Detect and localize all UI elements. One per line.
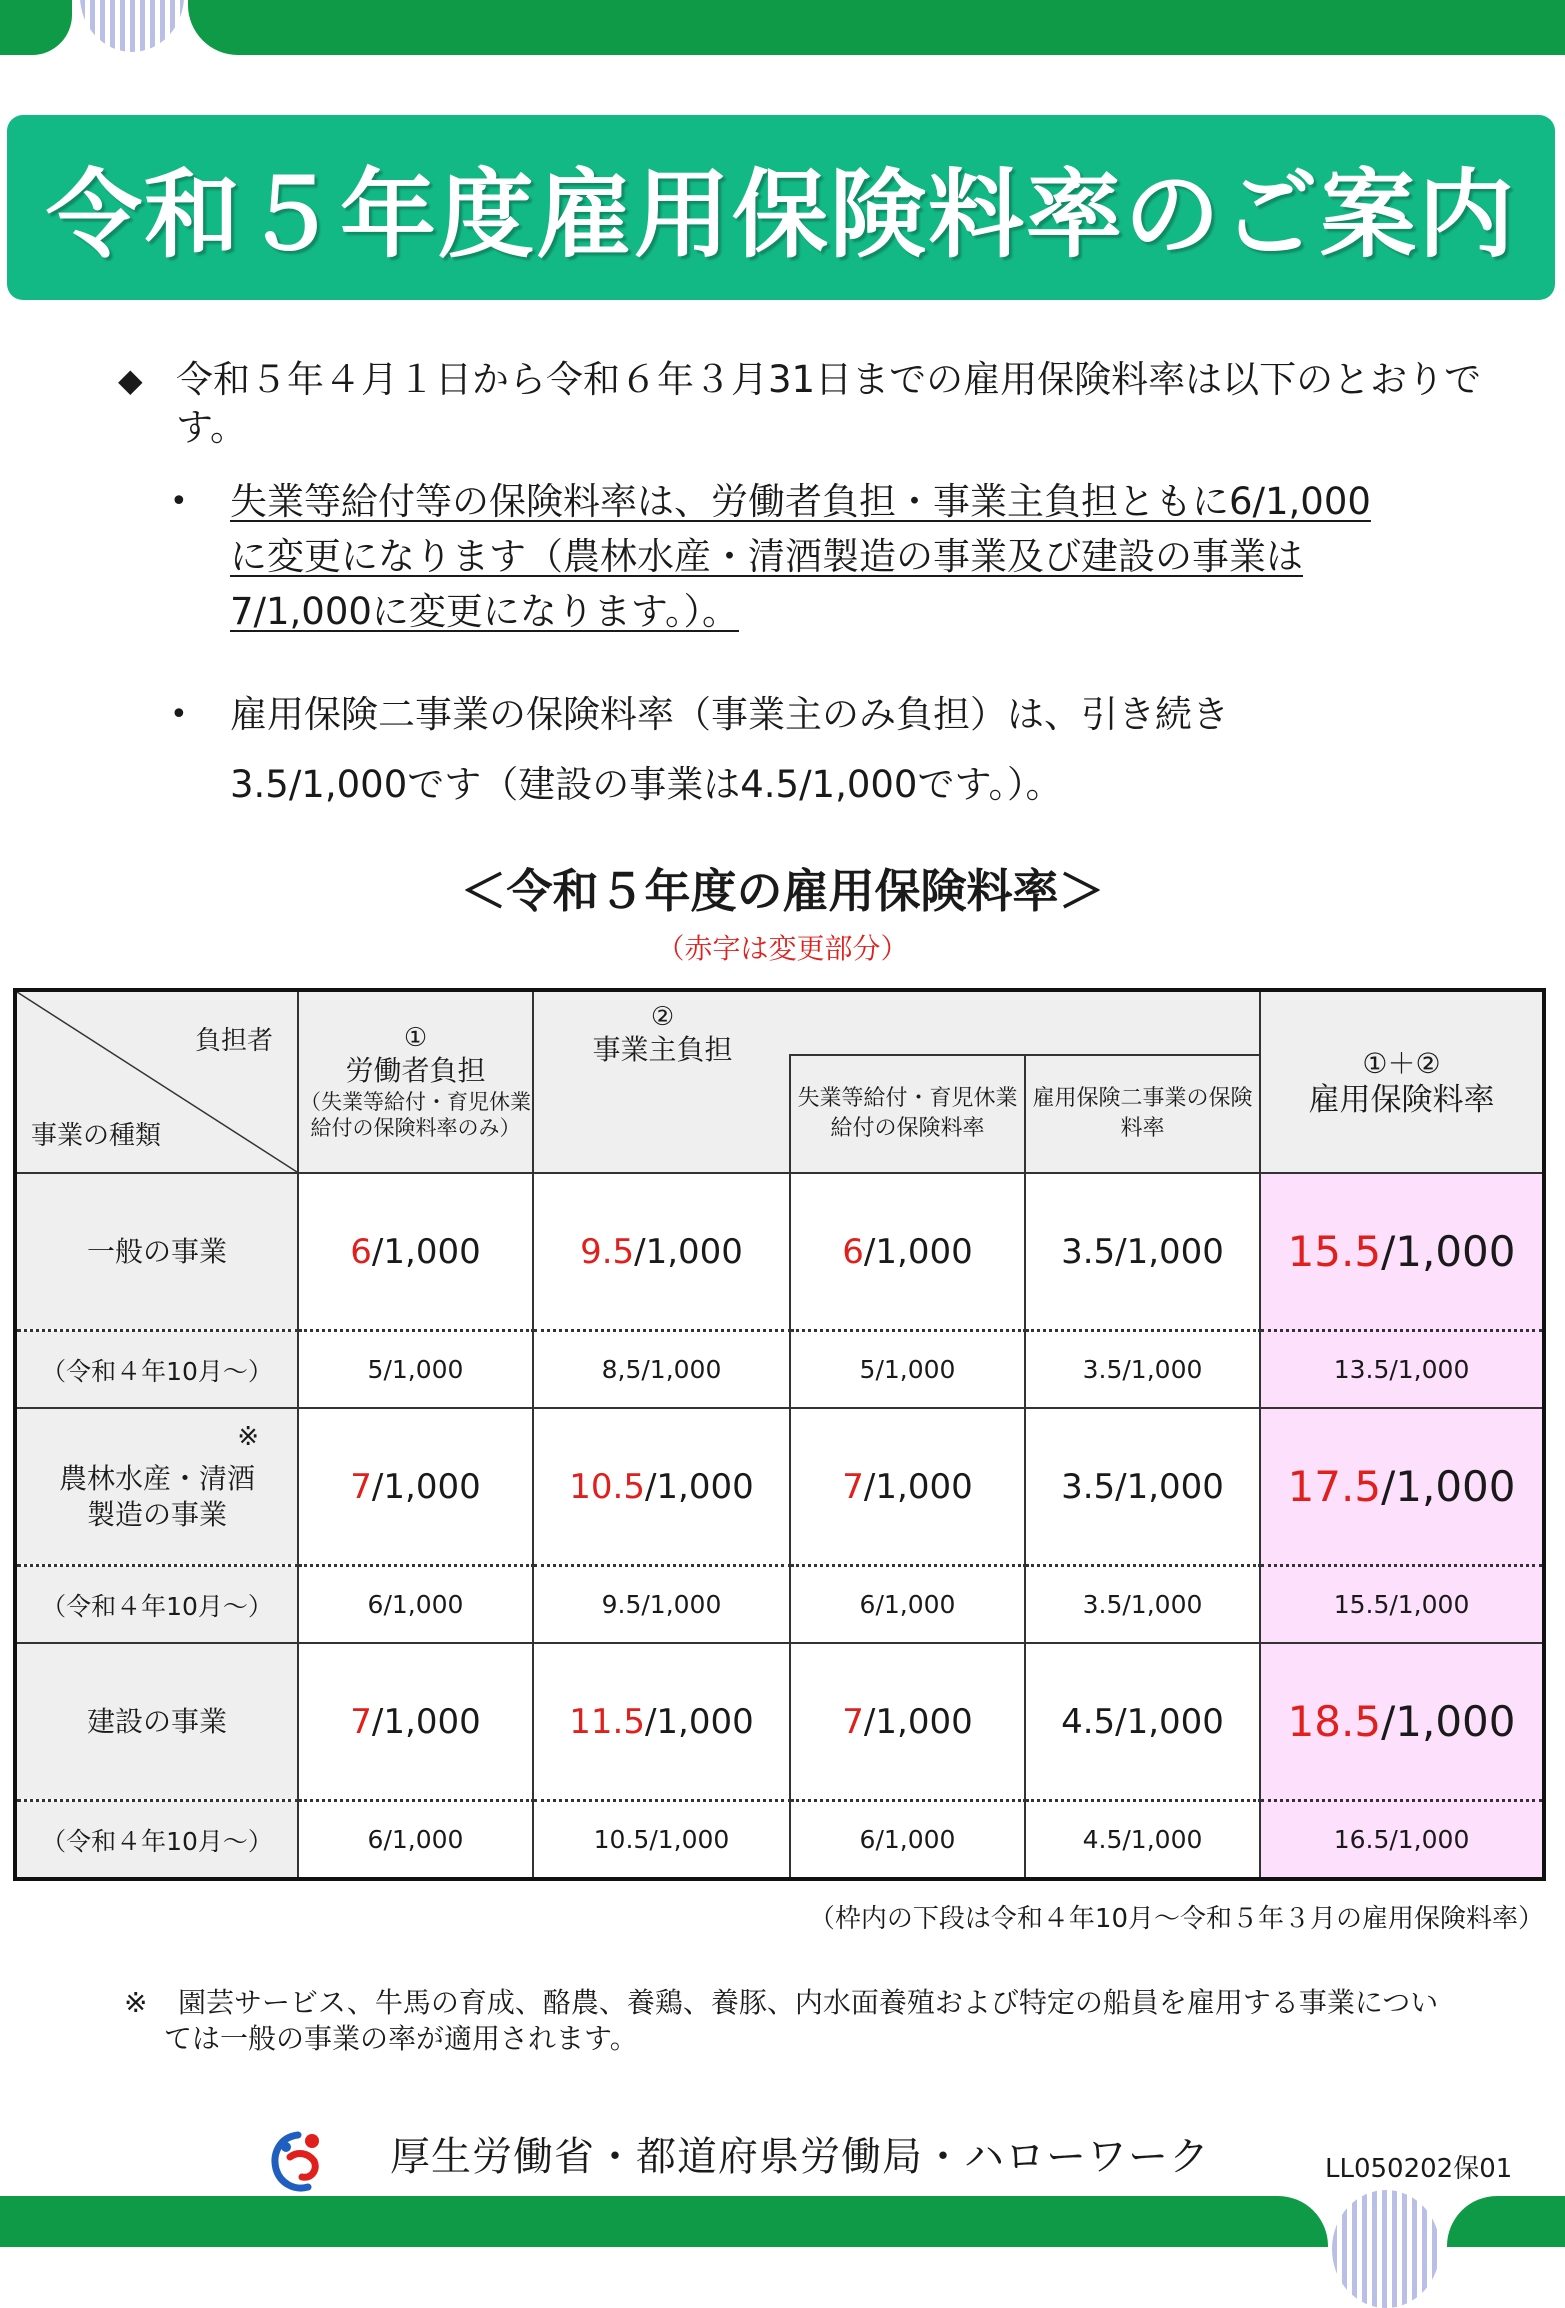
rate-rest: /1,000 xyxy=(1381,1462,1516,1511)
rate-rest: /1,000 xyxy=(644,1466,754,1507)
header-employer xyxy=(533,990,1260,1066)
top-band-left xyxy=(0,0,72,55)
employer-rate xyxy=(533,1173,790,1331)
rate-rest: /1,000 xyxy=(644,1701,754,1742)
rate-rest: /1,000 xyxy=(1381,1697,1516,1746)
header-two-projects-rate: 雇用保険二事業の保険料率 xyxy=(1025,1055,1260,1173)
rate-changed-part: 7 xyxy=(350,1466,372,1507)
rate-changed-part: 10.5 xyxy=(569,1466,645,1507)
rate-rest: /1,000 xyxy=(371,1231,481,1272)
top-band xyxy=(188,0,1565,55)
category-construction xyxy=(15,1643,298,1801)
header-total-number: ①＋② xyxy=(1362,1047,1441,1080)
rate-changed-part: 9.5 xyxy=(580,1231,635,1272)
header-worker-note: （失業等給付・育児休業給付の保険料率のみ） xyxy=(300,1090,531,1140)
previous-period-label: （令和４年10月～） xyxy=(15,1801,298,1880)
unemployment-rate xyxy=(790,1643,1025,1801)
previous-worker-rate: 6/1,000 xyxy=(298,1801,533,1880)
previous-unemployment-rate: 6/1,000 xyxy=(790,1566,1025,1644)
title-banner xyxy=(7,115,1555,300)
rate-rest: /1,000 xyxy=(863,1466,973,1507)
two-projects-rate: 3.5/1,000 xyxy=(1025,1173,1260,1331)
header-total xyxy=(1260,990,1544,1173)
rate-changed-part: 11.5 xyxy=(569,1701,645,1742)
previous-employer-rate: 8,5/1,000 xyxy=(533,1331,790,1409)
note-mark: ※ xyxy=(124,1986,148,2019)
previous-two-projects-rate: 3.5/1,000 xyxy=(1025,1331,1260,1409)
header-corner xyxy=(15,990,298,1173)
worker-rate xyxy=(298,1643,533,1801)
previous-two-projects-rate: 4.5/1,000 xyxy=(1025,1801,1260,1880)
rate-changed-part: 6 xyxy=(842,1231,864,1272)
previous-total-rate: 13.5/1,000 xyxy=(1260,1331,1544,1409)
table-row-previous xyxy=(15,1801,1544,1880)
header-worker-label: 労働者負担 xyxy=(345,1054,486,1087)
rate-changed-part: 7 xyxy=(350,1701,372,1742)
document-code: LL050202保01 xyxy=(1325,2154,1513,2184)
table-row xyxy=(15,1408,1544,1566)
previous-employer-rate: 10.5/1,000 xyxy=(533,1801,790,1880)
category-agriculture xyxy=(15,1408,298,1566)
bullet-text: 雇用保険二事業の保険料率（事業主のみ負担）は、引き続き3.5/1,000です（建設の事業は4.5/1,000です。）。 xyxy=(230,693,1229,806)
total-rate xyxy=(1260,1408,1544,1566)
two-projects-rate: 4.5/1,000 xyxy=(1025,1643,1260,1801)
rate-rest: /1,000 xyxy=(371,1466,481,1507)
two-projects-rate: 3.5/1,000 xyxy=(1025,1408,1260,1566)
table-title: ＜令和５年度の雇用保険料率＞ xyxy=(460,864,1105,918)
bullet-marker: • xyxy=(170,484,188,519)
rate-changed-part: 18.5 xyxy=(1287,1697,1382,1746)
table-row xyxy=(15,1173,1544,1331)
previous-total-rate: 15.5/1,000 xyxy=(1260,1566,1544,1644)
total-rate xyxy=(1260,1173,1544,1331)
previous-period-label: （令和４年10月～） xyxy=(15,1566,298,1644)
rate-changed-part: 7 xyxy=(842,1466,864,1507)
unemployment-rate xyxy=(790,1408,1025,1566)
table-row xyxy=(15,1643,1544,1801)
table-row-previous xyxy=(15,1566,1544,1644)
header-worker xyxy=(298,990,533,1173)
total-rate xyxy=(1260,1643,1544,1801)
page-title: 令和５年度雇用保険料率のご案内 xyxy=(46,159,1516,271)
note-text: 園芸サービス、牛馬の育成、酪農、養鶏、養豚、内水面養殖および特定の船員を雇用する事業については一般の事業の率が適用されます。 xyxy=(164,1986,1439,2055)
previous-employer-rate: 9.5/1,000 xyxy=(533,1566,790,1644)
category-label: 農林水産・清酒製造の事業 xyxy=(58,1461,255,1531)
bullet-text: 失業等給付等の保険料率は、労働者負担・事業主負担ともに6/1,000に変更になります（農林水産・清酒製造の事業及び建設の事業は7/1,000に変更になります。）。 xyxy=(230,480,1371,633)
previous-total-rate: 16.5/1,000 xyxy=(1260,1801,1544,1880)
rate-rest: /1,000 xyxy=(863,1701,973,1742)
category-general xyxy=(15,1173,298,1331)
rate-changed-part: 15.5 xyxy=(1287,1227,1382,1276)
rate-rest: /1,000 xyxy=(634,1231,743,1272)
ministry-logo-icon xyxy=(268,2127,328,2193)
previous-two-projects-rate: 3.5/1,000 xyxy=(1025,1566,1260,1644)
category-label: 建設の事業 xyxy=(86,1704,227,1738)
previous-worker-rate: 5/1,000 xyxy=(298,1331,533,1409)
diamond-marker: ◆ xyxy=(118,361,143,399)
header-employer-label: 事業主負担 xyxy=(592,1033,733,1066)
employer-rate xyxy=(533,1408,790,1566)
decorative-circle xyxy=(80,0,184,52)
rate-rest: /1,000 xyxy=(371,1701,481,1742)
previous-unemployment-rate: 5/1,000 xyxy=(790,1331,1025,1409)
rate-changed-part: 17.5 xyxy=(1287,1462,1382,1511)
rate-rest: /1,000 xyxy=(863,1231,973,1272)
table-row-previous xyxy=(15,1331,1544,1409)
rate-changed-part: 6 xyxy=(350,1231,372,1272)
intro-text: 令和５年４月１日から令和６年３月31日までの雇用保険料率は以下のとおりです。 xyxy=(176,358,1482,449)
header-payer-label: 負担者 xyxy=(194,1026,273,1056)
decorative-circle xyxy=(1332,2190,1440,2308)
header-unemployment-rate: 失業等給付・育児休業給付の保険料率 xyxy=(790,1055,1025,1173)
previous-worker-rate: 6/1,000 xyxy=(298,1566,533,1644)
employer-rate xyxy=(533,1643,790,1801)
header-worker-number: ① xyxy=(403,1023,428,1053)
table-footnote: （枠内の下段は令和４年10月～令和５年３月の雇用保険料率） xyxy=(808,1904,1544,1934)
previous-period-label: （令和４年10月～） xyxy=(15,1331,298,1409)
footer-organization: 厚生労働省・都道府県労働局・ハローワーク xyxy=(390,2134,1210,2180)
bullet-marker: • xyxy=(170,697,188,732)
header-business-type-label: 事業の種類 xyxy=(31,1121,162,1151)
rate-table xyxy=(13,988,1546,1881)
table-subtitle: （赤字は変更部分） xyxy=(656,932,909,965)
category-label: 一般の事業 xyxy=(86,1234,227,1268)
header-employer-blank xyxy=(533,1055,790,1173)
worker-rate xyxy=(298,1408,533,1566)
unemployment-rate xyxy=(790,1173,1025,1331)
header-employer-group xyxy=(534,1002,791,1068)
bottom-band xyxy=(0,2196,1328,2247)
header-employer-number: ② xyxy=(650,1002,675,1032)
rate-changed-part: 7 xyxy=(842,1701,864,1742)
worker-rate xyxy=(298,1173,533,1331)
rate-rest: /1,000 xyxy=(1381,1227,1516,1276)
header-total-label: 雇用保険料率 xyxy=(1308,1082,1495,1118)
category-note-mark: ※ xyxy=(237,1422,259,1452)
previous-unemployment-rate: 6/1,000 xyxy=(790,1801,1025,1880)
bottom-band-right xyxy=(1447,2196,1565,2247)
